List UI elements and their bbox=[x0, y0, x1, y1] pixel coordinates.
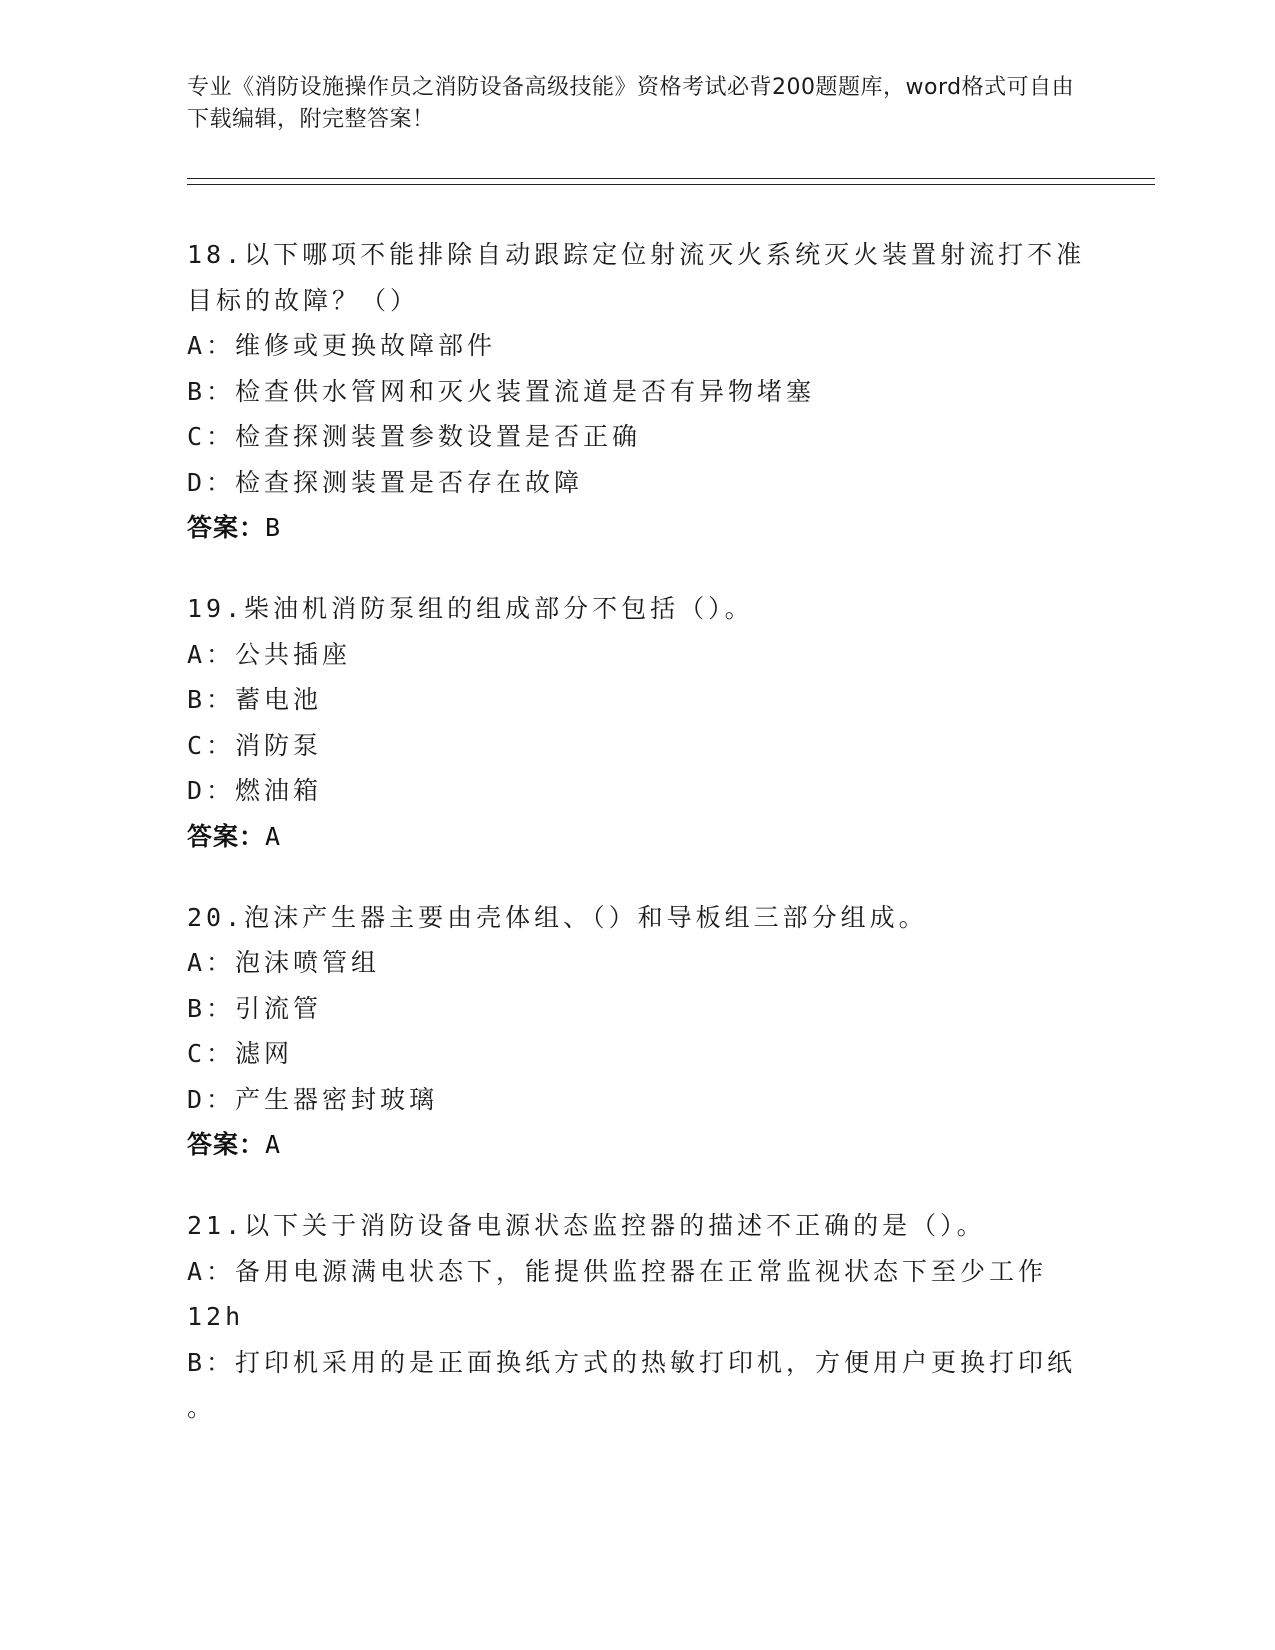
option-d: D：燃油箱 bbox=[187, 776, 323, 805]
question-stem: 21.以下关于消防设备电源状态监控器的描述不正确的是（）。 bbox=[187, 1211, 986, 1240]
answer-label: 答案： bbox=[187, 1130, 266, 1159]
header-divider-top bbox=[187, 178, 1155, 179]
option-b: B：检查供水管网和灭火装置流道是否有异物堵塞 bbox=[187, 376, 816, 406]
option-b: B：引流管 bbox=[187, 993, 323, 1023]
option-a: A：泡沫喷管组 bbox=[187, 948, 381, 977]
option-b: B：打印机采用的是正面换纸方式的热敏打印机，方便用户更换打印纸 bbox=[187, 1347, 1077, 1377]
answer-label: 答案： bbox=[187, 821, 266, 851]
header-divider-bottom bbox=[187, 184, 1155, 185]
option-b: B：蓄电池 bbox=[187, 685, 323, 714]
option-b-continued: 。 bbox=[187, 1393, 217, 1422]
option-c: C：滤网 bbox=[187, 1039, 294, 1068]
option-a: A：备用电源满电状态下，能提供监控器在正常监视状态下至少工作 bbox=[187, 1256, 1048, 1286]
question-stem: 目标的故障？（） bbox=[187, 285, 420, 315]
answer-line bbox=[187, 814, 1087, 859]
question-18 bbox=[187, 232, 1087, 550]
header-intro-text: 专业《消防设施操作员之消防设备高级技能》资格考试必背200题题库，word格式可自由下载编辑，附完整答案！ bbox=[187, 75, 1075, 132]
answer-value: B bbox=[265, 513, 282, 542]
document-header bbox=[187, 72, 1077, 136]
answer-value: A bbox=[265, 1130, 282, 1159]
option-d: D：检查探测装置是否存在故障 bbox=[187, 467, 584, 497]
option-c: C：消防泵 bbox=[187, 730, 323, 760]
answer-line bbox=[187, 1122, 1087, 1167]
option-a: A：公共插座 bbox=[187, 639, 352, 669]
answer-value: A bbox=[265, 821, 282, 851]
answer-line bbox=[187, 505, 1087, 550]
question-stem: 19.柴油机消防泵组的组成部分不包括（）。 bbox=[187, 594, 754, 623]
option-d: D：产生器密封玻璃 bbox=[187, 1084, 439, 1114]
question-19 bbox=[187, 586, 1087, 859]
question-list bbox=[187, 232, 1087, 1467]
answer-label: 答案： bbox=[187, 513, 266, 542]
question-20 bbox=[187, 895, 1087, 1168]
question-stem: 18.以下哪项不能排除自动跟踪定位射流灭火系统灭火装置射流打不准 bbox=[187, 240, 1086, 269]
option-a: A：维修或更换故障部件 bbox=[187, 331, 497, 360]
question-21 bbox=[187, 1203, 1087, 1431]
question-stem: 20.泡沫产生器主要由壳体组、（）和导板组三部分组成。 bbox=[187, 902, 928, 932]
option-a-continued: 12h bbox=[187, 1302, 245, 1331]
option-c: C：检查探测装置参数设置是否正确 bbox=[187, 422, 642, 451]
